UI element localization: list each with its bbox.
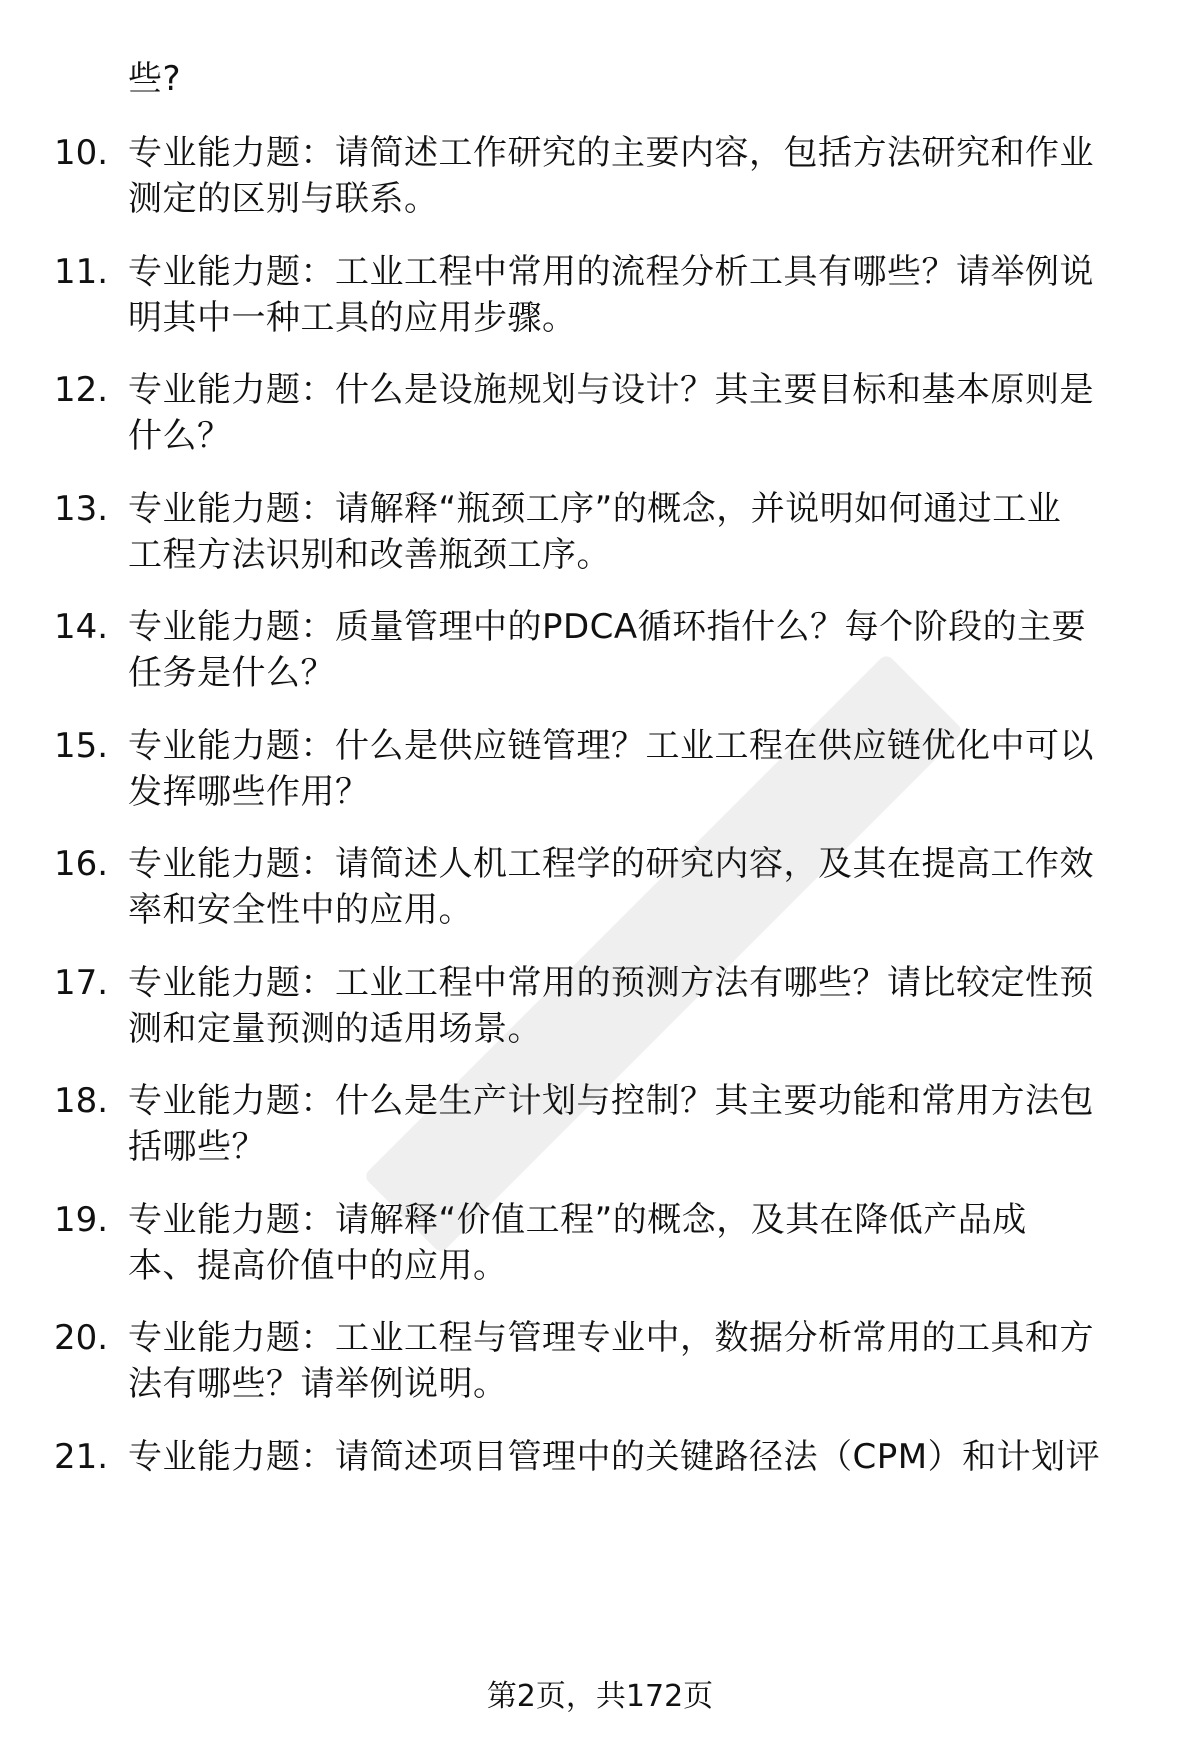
question-number: 21. bbox=[54, 1437, 109, 1477]
question-text-line1: 专业能力题：请解释“瓶颈工序”的概念，并说明如何通过工业 bbox=[128, 489, 1062, 529]
question-text-line1: 专业能力题：工业工程中常用的预测方法有哪些？请比较定性预 bbox=[128, 963, 1094, 1003]
question-number: 12. bbox=[54, 370, 109, 410]
question-text-line2: 什么？ bbox=[128, 416, 232, 456]
page-footer: 第2页，共172页 bbox=[486, 1679, 714, 1714]
continuation-text: 些? bbox=[128, 59, 182, 99]
question-number: 13. bbox=[54, 489, 109, 529]
question-text-line1: 专业能力题：工业工程与管理专业中，数据分析常用的工具和方 bbox=[128, 1318, 1094, 1358]
question-number: 17. bbox=[54, 963, 109, 1003]
question-number: 11. bbox=[54, 252, 109, 292]
question-number: 15. bbox=[54, 726, 109, 766]
question-number: 19. bbox=[54, 1200, 109, 1240]
question-text-line2: 发挥哪些作用？ bbox=[128, 772, 370, 812]
question-number: 20. bbox=[54, 1318, 109, 1358]
question-text-line2: 测定的区别与联系。 bbox=[128, 179, 439, 219]
question-text-line1: 专业能力题：什么是设施规划与设计？其主要目标和基本原则是 bbox=[128, 370, 1094, 410]
question-text-line2: 任务是什么？ bbox=[128, 653, 335, 693]
question-text-line2: 率和安全性中的应用。 bbox=[128, 890, 473, 930]
question-text-line2: 本、提高价值中的应用。 bbox=[128, 1246, 508, 1286]
question-text-line1: 专业能力题：请简述人机工程学的研究内容，及其在提高工作效 bbox=[128, 844, 1094, 884]
question-number: 10. bbox=[54, 133, 109, 173]
question-text-line1: 专业能力题：什么是供应链管理？工业工程在供应链优化中可以 bbox=[128, 726, 1094, 766]
question-text-line1: 专业能力题：什么是生产计划与控制？其主要功能和常用方法包 bbox=[128, 1081, 1094, 1121]
question-text-line1: 专业能力题：请简述工作研究的主要内容，包括方法研究和作业 bbox=[128, 133, 1094, 173]
question-text-line2: 测和定量预测的适用场景。 bbox=[128, 1009, 542, 1049]
question-number: 14. bbox=[54, 607, 109, 647]
question-text-line1: 专业能力题：工业工程中常用的流程分析工具有哪些？请举例说 bbox=[128, 252, 1094, 292]
question-text-line2: 法有哪些？请举例说明。 bbox=[128, 1364, 508, 1404]
question-text-line1: 专业能力题：质量管理中的PDCA循环指什么？每个阶段的主要 bbox=[128, 607, 1087, 647]
question-number: 18. bbox=[54, 1081, 109, 1121]
question-number: 16. bbox=[54, 844, 109, 884]
question-text-line2: 工程方法识别和改善瓶颈工序。 bbox=[128, 535, 611, 575]
question-text-line2: 括哪些？ bbox=[128, 1127, 266, 1167]
question-text-line2: 明其中一种工具的应用步骤。 bbox=[128, 298, 577, 338]
question-text-line1: 专业能力题：请简述项目管理中的关键路径法（CPM）和计划评 bbox=[128, 1437, 1101, 1477]
question-text-line1: 专业能力题：请解释“价值工程”的概念，及其在降低产品成 bbox=[128, 1200, 1027, 1240]
